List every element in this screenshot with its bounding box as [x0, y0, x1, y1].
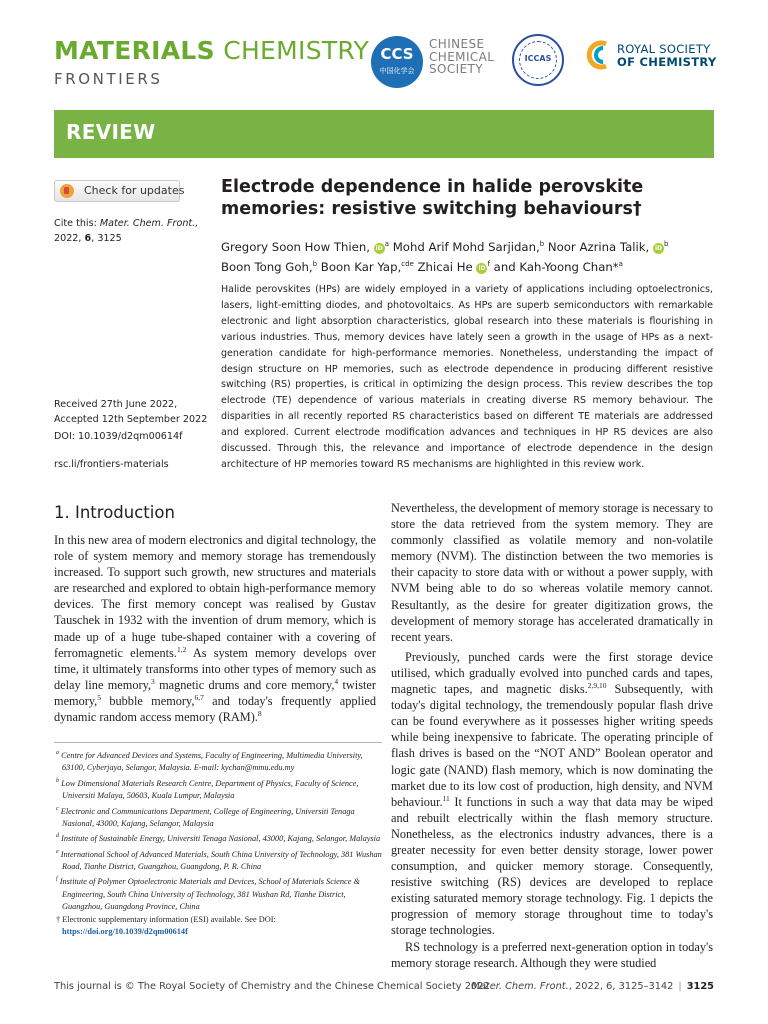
cite-year: 2022, — [54, 233, 82, 244]
footnote — [54, 830, 382, 845]
author-name[interactable]: Boon Kar Yap, — [320, 259, 402, 274]
citation-ref[interactable]: 4 — [334, 676, 339, 686]
accepted-date: Accepted 12th September 2022 — [54, 414, 208, 425]
author-name[interactable]: Zhicai He — [417, 259, 473, 274]
author-name[interactable]: and Kah-Yoong Chan* — [493, 259, 619, 274]
article-type-label: REVIEW — [66, 120, 156, 144]
esi-footnote — [54, 914, 382, 939]
ccs-logo — [371, 36, 423, 88]
iccas-logo-text: ICCAS — [524, 54, 552, 63]
cite-pages: , 3125 — [91, 233, 122, 244]
author-name[interactable]: Gregory Soon How Thien, — [221, 239, 370, 254]
body-left-column — [54, 532, 376, 725]
paragraph-text: twister memory, — [54, 677, 376, 708]
footnote-mark: a — [56, 750, 59, 756]
rsc-logo-icon — [584, 38, 612, 72]
ccs-name — [429, 38, 494, 76]
affiliation-mark: a — [384, 240, 389, 248]
orcid-icon[interactable]: iD — [478, 264, 486, 272]
affiliation-mark: b — [539, 240, 545, 248]
citation-ref[interactable]: 2,9,10 — [587, 680, 607, 690]
footnote — [54, 846, 382, 874]
paragraph-text: It functions in such a way that data may be wiped and rebuilt electrically within the flash memory structure. Nonetheless, as the electronics industry advances, there is a greater necessity for even better density storage, lower power consumption, and quicker memory storage. Consequently, resistive switching (RS) devices are developed to replace existing saturated memory storage technology. Fig. 1 depicts the progression of memory storage throughout time to today's storage technologies. — [391, 794, 713, 938]
citation — [54, 216, 204, 246]
check-for-updates-label: Check for updates — [84, 184, 185, 197]
author-name[interactable]: Boon Tong Goh, — [221, 259, 313, 274]
rsc-name — [617, 43, 717, 69]
rsc-name-line1: ROYAL SOCIETY — [617, 42, 711, 56]
footer-separator: | — [678, 981, 682, 992]
footnote-mark: d — [56, 833, 59, 840]
esi-text: † Electronic supplementary information (ESI) available. See DOI: — [56, 914, 276, 924]
footnote-text: Low Dimensional Materials Research Centre, Department of Physics, Faculty of Science, Universiti Malaya, 50603, Kuala Lumpur, Malaysia — [61, 778, 359, 801]
paragraph-text: In this new area of modern electronics and digital technology, the role of system memory and memory storage has tremendously increased. To support such growth, new structures and materials are researched and explored to obtain high-performance memory devices. The first memory concept was realised by Gustav Tauschek in 1932 with the invention of drum memory, which is made up of a huge tube-shaped container with a covering of ferromagnetic elements. — [54, 533, 376, 660]
journal-subtitle: FRONTIERS — [54, 70, 163, 88]
paragraph: RS technology is a preferred next-generation option in today's memory storage research. Although they were studied — [391, 939, 713, 970]
footer-pages: , 3125–3142 — [612, 981, 674, 992]
footnote-text: Electronic and Communications Department, College of Engineering, Universiti Tenaga Nasional, 43000, Kajang, Selangor, Malaysia — [60, 806, 355, 828]
paragraph-text: bubble memory, — [101, 693, 195, 708]
footnote-text: Centre for Advanced Devices and Systems, Faculty of Engineering, Multimedia University, 63100, Cyberjaya, Selangor, Malaysia. E-mail: kychan@mmu.edu.my — [61, 750, 363, 773]
orcid-icon[interactable]: iD — [375, 244, 383, 252]
affiliation-mark: b — [663, 240, 669, 248]
check-for-updates-button[interactable] — [54, 180, 185, 202]
citation-ref[interactable]: 1,2 — [176, 644, 187, 654]
affiliation-mark: f — [487, 259, 490, 268]
affiliation-mark: a — [618, 259, 623, 268]
ccs-logo-text: CCS — [380, 45, 414, 63]
section-heading: 1. Introduction — [54, 503, 175, 522]
journal-site-link[interactable]: rsc.li/frontiers-materials — [54, 459, 169, 470]
author-name[interactable]: Mohd Arif Mohd Sarjidan, — [392, 239, 540, 254]
footnote — [54, 747, 382, 775]
ccs-name-line2: CHEMICAL — [429, 49, 495, 64]
body-right-column — [391, 500, 713, 971]
cite-volume: 6 — [84, 233, 92, 244]
update-badge-icon — [60, 184, 74, 198]
rsc-name-line2: OF CHEMISTRY — [617, 55, 717, 69]
affiliation-mark: b — [312, 259, 318, 268]
citation-ref[interactable]: 11 — [442, 793, 450, 803]
page-number: 3125 — [686, 981, 714, 992]
paragraph-text: Previously, punched cards were the first storage device utilised, which gradually evolved into punched cards and tapes, magnetic tapes, and magnetic disks. — [391, 649, 713, 697]
footer-year: , 2022, — [568, 981, 604, 992]
ccs-name-line3: SOCIETY — [429, 62, 484, 76]
copyright-notice: This journal is © The Royal Society of Chemistry and the Chinese Chemical Society 2022 — [54, 981, 490, 992]
footnote-text: Institute of Sustainable Energy, Universiti Tenaga Nasional, 43000, Kajang, Selangor, Malaysia — [61, 834, 381, 844]
doi[interactable]: DOI: 10.1039/d2qm00614f — [54, 431, 183, 442]
ccs-name-line1: CHINESE — [429, 37, 485, 51]
footer-citation — [471, 981, 714, 992]
author-list — [221, 236, 701, 276]
footnote — [54, 803, 382, 831]
footnote-text: International School of Advanced Materials, South China University of Technology, 381 Wushan Road, Tianhe District, Guangzhou, Guangdong, P. R. China — [60, 849, 382, 871]
footnote-mark: f — [56, 876, 58, 883]
article-title: Electrode dependence in halide perovskite memories: resistive switching behaviours† — [221, 177, 644, 219]
journal-brand — [54, 36, 369, 88]
abstract: Halide perovskites (HPs) are widely employed in a variety of applications including optoelectronics, lasers, light-emitting diodes, and photovoltaics. As HPs are superb semiconductors with remarkable electronic and light absorption characteristics, global research into these materials is flourishing in various industries. Thus, memory devices have lately seen a growth in the usage of HPs as a next-generation candidate for high-performance memories. Nonetheless, understanding the impact of design structure on HP memories, such as electrode dependence in producing different resistive switching (RS) properties, is critical in optimizing the design process. This review describes the top electrode (TE) dependence of various materials in creating diverse RS memory behaviour. The disparities in all recently reported RS characteristics based on different TE materials are addressed and explored. Current electrode modification advances and techniques in HP RS devices are also discussed. Through this, the relevance and importance of electrode dependence in the design architecture of HP memories toward RS mechanisms are highlighted in this review work. — [221, 284, 713, 470]
ccs-logo-chinese: 中国化学会 — [379, 67, 415, 75]
footnote — [54, 775, 382, 803]
paragraph — [391, 649, 713, 939]
history — [54, 397, 214, 427]
footer-journal: Mater. Chem. Front. — [471, 981, 569, 992]
received-date: Received 27th June 2022, — [54, 399, 178, 410]
journal-title — [54, 36, 369, 66]
author-name[interactable]: Noor Azrina Talik, — [547, 239, 650, 254]
footnote-mark: e — [56, 848, 59, 855]
footnote-mark: b — [56, 777, 59, 784]
paragraph-text: Subsequently, with today's digital technology, the tremendously popular flash drive can be found everywhere as it possesses higher writing speeds while being inexpensive to fabricate. The operating principle of flash drives is based on the “NOT AND” Boolean operator and logic gate (NAND) flash memory, which is now dominating the market due to its low cost of production, high density, and NVM behaviour. — [391, 682, 713, 809]
cite-journal: Mater. Chem. Front., — [99, 218, 199, 229]
affiliation-footnotes — [54, 742, 382, 939]
citation-ref[interactable]: 5 — [97, 692, 102, 702]
affiliation-mark: cde — [401, 259, 414, 268]
journal-title-light: CHEMISTRY — [223, 36, 370, 65]
iccas-logo — [512, 34, 564, 86]
citation-ref[interactable]: 6,7 — [194, 692, 204, 702]
footnote-text: Institute of Polymer Optoelectronic Materials and Devices, School of Materials Science & Engineering, South China University of Technology, 381 Wushan Rd, Tianhe District, Guangzhou, Guangdong Province, China — [59, 877, 360, 912]
footnote — [54, 873, 382, 913]
article-type-banner — [54, 110, 714, 158]
paragraph-text: As system memory develops over time, it ultimately transforms into other types of memory such as delay line memory, — [54, 645, 376, 692]
orcid-icon[interactable]: iD — [654, 244, 662, 252]
paragraph-text: and today's frequently applied dynamic random access memory (RAM). — [54, 693, 376, 725]
paragraph-text: magnetic drums and core memory, — [154, 677, 335, 692]
cite-label: Cite this: — [54, 218, 97, 229]
paragraph: Nevertheless, the development of memory storage is necessary to store the data retrieved from the system memory. They are commonly classified as volatile memory and non-volatile memory (NVM). The distinction between the two memories is their capacity to store data with or without a power supply, with NVM being able to do so whereas volatile memory cannot. Resultantly, as the desire for greater digitization grows, the development of memory storage has accelerated dramatically in recent years. — [391, 501, 714, 644]
journal-title-bold: MATERIALS — [54, 36, 215, 65]
citation-ref[interactable]: 3 — [151, 676, 155, 686]
paragraph — [54, 532, 376, 725]
esi-doi-link[interactable]: https://doi.org/10.1039/d2qm00614f — [62, 927, 188, 937]
citation-ref[interactable]: 8 — [257, 708, 262, 718]
footer-volume: 6 — [606, 981, 613, 992]
footnote-mark: c — [56, 805, 59, 812]
